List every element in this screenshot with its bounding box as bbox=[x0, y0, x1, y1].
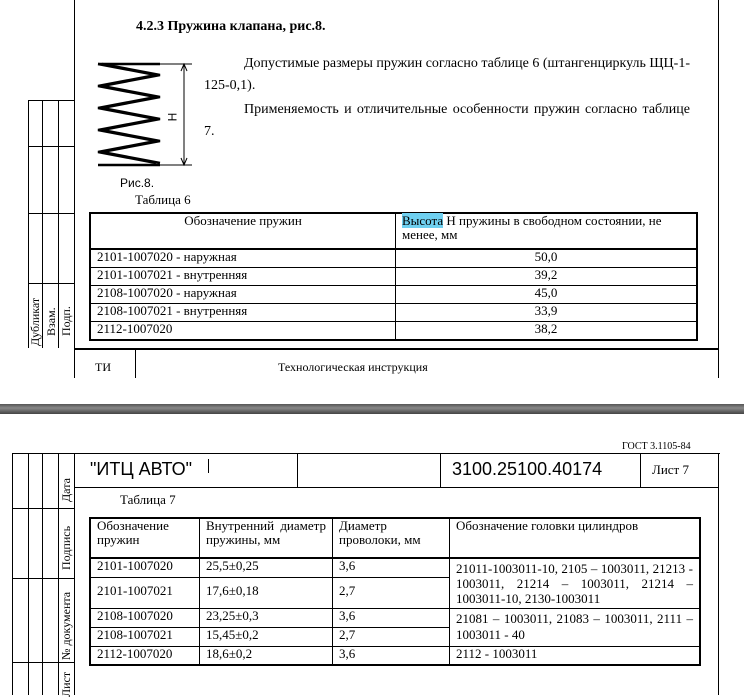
side-label-podpis: Подпись bbox=[59, 525, 73, 570]
table-row: 2108-1007020 23,25±0,3 3,6 21081 – 1003011, 21083 – 1003011, 2111 – 1003011 - 40 bbox=[90, 608, 700, 627]
table7-header: Внутренний диаметр пружины, мм bbox=[200, 518, 333, 558]
highlighted-word[interactable]: Высота bbox=[402, 213, 444, 228]
table-7 bbox=[89, 517, 701, 666]
table-row: 2101-1007020 - наружная 50,0 bbox=[90, 249, 697, 268]
sheet-label: Лист 7 bbox=[652, 462, 689, 477]
table-row: 2108-1007021 - внутренняя 33,9 bbox=[90, 304, 697, 322]
footer-title: Технологическая инструкция bbox=[278, 360, 428, 374]
table6-header-col2: Высота Н пружины в свободном состоянии, не менее, мм bbox=[396, 213, 698, 249]
table7-header: Обозначение головки цилиндров bbox=[450, 518, 701, 558]
table-row: 2101-1007021 17,6±0,18 2,7 bbox=[90, 577, 700, 608]
table-row: 2101-1007021 - внутренняя 39,2 bbox=[90, 268, 697, 286]
table-6 bbox=[89, 212, 698, 341]
table-row: 2108-1007020 - наружная 45,0 bbox=[90, 286, 697, 304]
table7-header: Обозначение пружин bbox=[90, 518, 200, 558]
table6-header-col1: Обозначение пружин bbox=[90, 213, 396, 249]
table-row: 2101-1007020 25,5±0,25 3,6 21011-1003011-10, 2105 – 1003011, 21213 - 1003011, 21214 – 1003011, 21214 – 1003011-10, 2130-1003011 bbox=[90, 558, 700, 577]
dimension-label: Н bbox=[165, 112, 180, 122]
table-row: 2112-1007020 18,6±0,2 3,6 2112 - 1003011 bbox=[90, 646, 700, 665]
side-label-dublikat: Дубликат bbox=[28, 297, 42, 346]
table7-heads-cell: 2112 - 1003011 bbox=[450, 646, 701, 665]
paragraph-2: Применяемость и отличительные особенности пружин согласно таблице 7. bbox=[204, 102, 690, 139]
side-label-data: Дата bbox=[59, 478, 73, 502]
table7-heads-cell: 21081 – 1003011, 21083 – 1003011, 2111 – 1003011 - 40 bbox=[450, 608, 701, 646]
document-number: 3100.25100.40174 bbox=[452, 459, 603, 479]
table7-heads-cell: 21011-1003011-10, 2105 – 1003011, 21213 - 1003011, 21214 – 1003011, 21214 – 1003011-10, 2130-1003011 bbox=[450, 558, 701, 608]
side-label-list: Лист bbox=[59, 671, 73, 697]
side-label-vzam: Взам. bbox=[44, 307, 58, 336]
spring-figure-icon bbox=[92, 55, 202, 180]
footer-ti: ТИ bbox=[95, 360, 111, 374]
side-label-nomer: № документа bbox=[59, 591, 73, 660]
table7-header: Диаметр проволоки, мм bbox=[333, 518, 450, 558]
section-heading: 4.2.3 Пружина клапана, рис.8. bbox=[136, 19, 326, 34]
table-row: 2112-1007020 38,2 bbox=[90, 322, 697, 341]
page-separator bbox=[0, 404, 744, 414]
company-name: "ИТЦ АВТО" bbox=[90, 459, 193, 479]
figure-caption: Рис.8. bbox=[120, 176, 155, 190]
side-label-podp: Подп. bbox=[59, 306, 73, 336]
table-row: 2108-1007021 15,45±0,2 2,7 bbox=[90, 627, 700, 646]
gost-label: ГОСТ 3.1105-84 bbox=[622, 441, 691, 452]
table6-caption: Таблица 6 bbox=[135, 192, 191, 207]
paragraph-1: Допустимые размеры пружин согласно таблице 6 (штангенциркуль ЩЦ-1-125-0,1). bbox=[204, 56, 690, 93]
table7-caption: Таблица 7 bbox=[120, 492, 176, 507]
